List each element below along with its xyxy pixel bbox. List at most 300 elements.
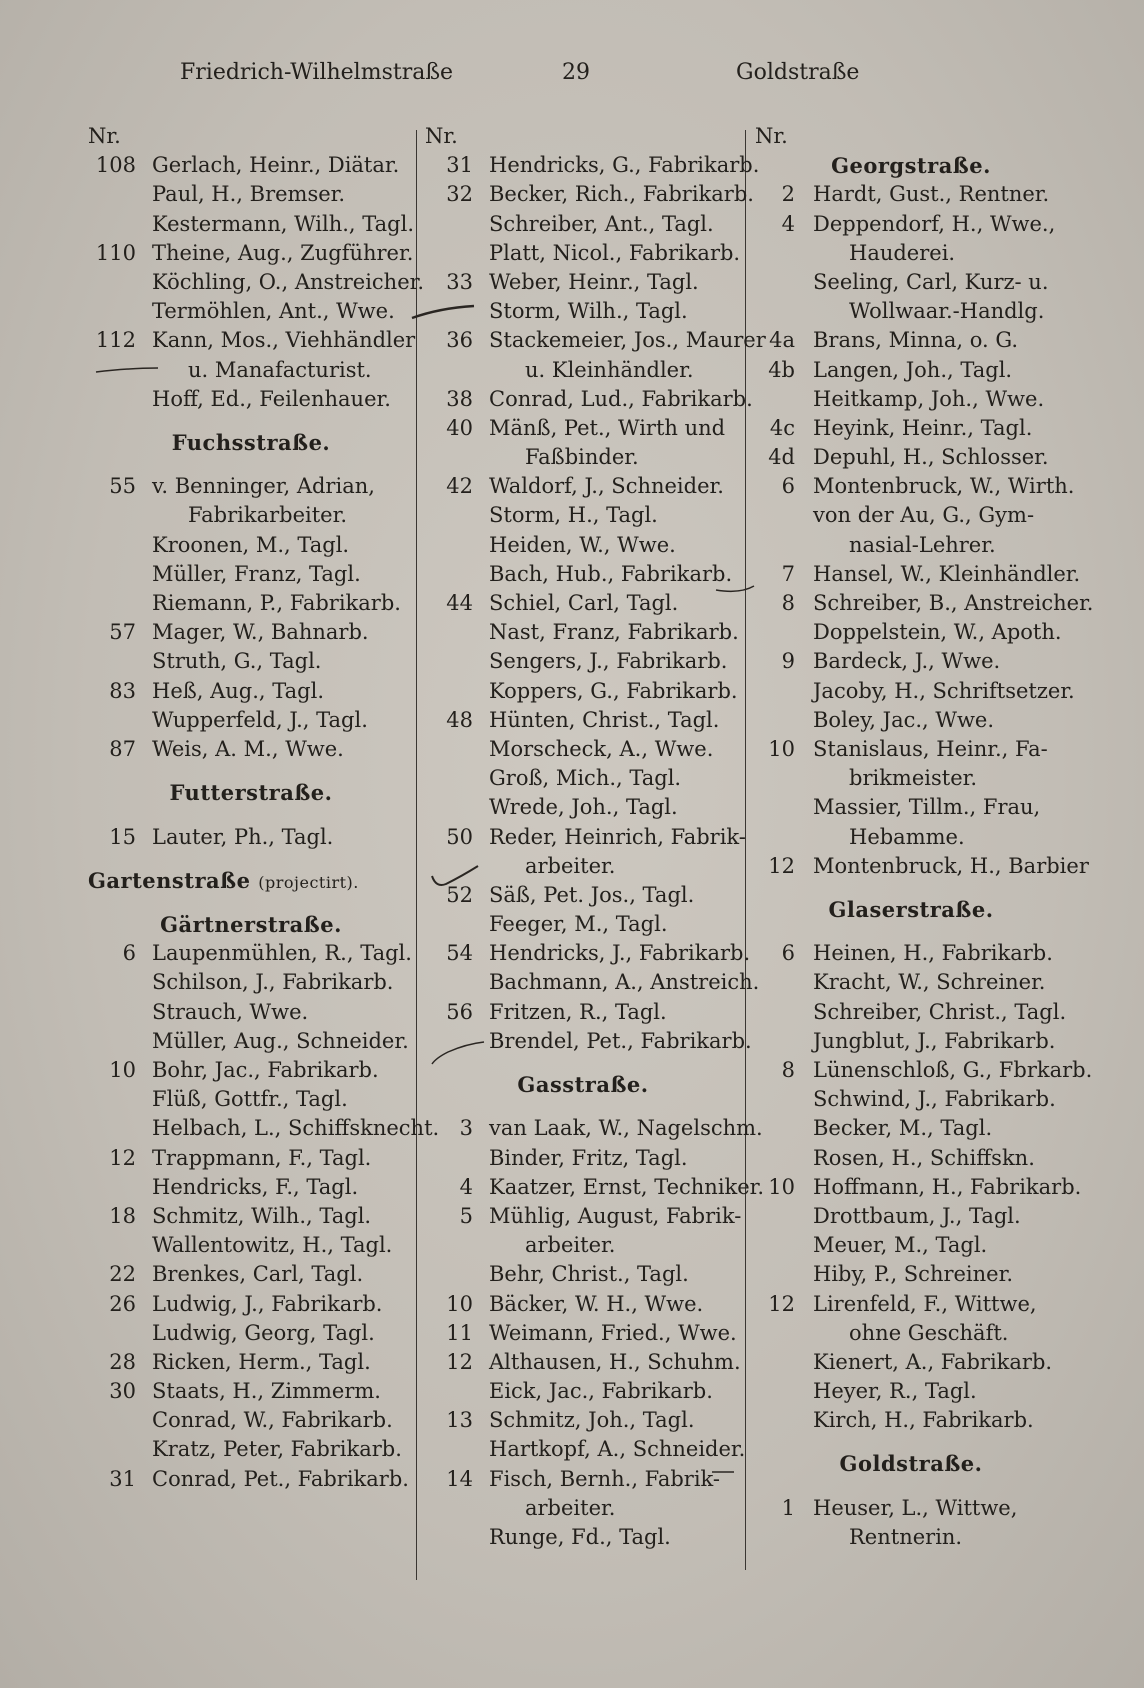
resident-name: Fritzen, R., Tagl. [489,999,667,1024]
house-number: 6 [781,474,795,499]
directory-entry [425,385,753,414]
resident-name: Trappmann, F., Tagl. [152,1145,372,1170]
directory-entry [755,706,1067,735]
directory-entry [88,647,414,676]
house-number: 36 [446,328,473,353]
street-heading [755,151,1067,180]
resident-name: Köchling, O., Anstreicher. [152,269,425,294]
directory-entry [88,1027,414,1056]
resident-name: Morscheck, A., Wwe. [489,736,714,761]
directory-entry [88,1406,414,1435]
directory-entry [425,151,760,180]
house-number: 31 [446,153,473,178]
resident-name: Mänß, Pet., Wirth und [489,415,726,440]
directory-entry [88,706,414,735]
house-number: 10 [446,1291,473,1316]
resident-name: Struth, G., Tagl. [152,649,322,674]
house-number: 13 [446,1408,473,1433]
resident-name: Meuer, M., Tagl. [813,1233,988,1258]
directory-entry [755,1523,1067,1552]
directory-entry [88,472,414,501]
directory-entry [425,1494,741,1523]
house-number: 6 [122,941,136,966]
directory-entry [425,1144,741,1173]
nr-heading [88,122,414,151]
resident-name: Brendel, Pet., Fabrikarb. [489,1028,752,1053]
directory-entry [425,793,741,822]
directory-entry [755,1202,1067,1231]
header-left-street: Friedrich-Wilhelmstraße [180,60,454,85]
entry-continuation: nasial-Lehrer. [849,532,996,557]
entry-continuation: Wollwaar.-Handlg. [849,299,1045,324]
resident-name: Waldorf, J., Schneider. [489,474,724,499]
house-number: 28 [109,1349,136,1374]
directory-entry [755,1377,1067,1406]
resident-name: Heß, Aug., Tagl. [152,678,325,703]
street-name: Goldstraße. [839,1451,983,1477]
resident-name: Montenbruck, W., Wirth. [813,474,1075,499]
resident-name: Bach, Hub., Fabrikarb. [489,561,733,586]
resident-name: Mühlig, August, Fabrik- [489,1203,742,1228]
house-number: 12 [768,853,795,878]
resident-name: Hansel, W., Kleinhändler. [813,561,1081,586]
directory-entry [755,356,1067,385]
resident-name: Althausen, H., Schuhm. [489,1349,741,1374]
entry-continuation: Fabrikarbeiter. [188,503,348,528]
street-note: (projectirt). [258,872,359,892]
house-number: 4b [768,357,795,382]
directory-entry [425,443,741,472]
resident-name: van Laak, W., Nagelschm. [489,1116,763,1141]
resident-name: Heiden, W., Wwe. [489,532,676,557]
entry-continuation: ohne Geschäft. [849,1320,1009,1345]
resident-name: Kirch, H., Fabrikarb. [813,1408,1034,1433]
street-name: Georgstraße. [831,153,991,179]
directory-entry [755,618,1067,647]
directory-entry [425,1260,741,1289]
directory-entry [755,1406,1067,1435]
resident-name: Seeling, Carl, Kurz- u. [813,269,1049,294]
directory-entry [755,443,1067,472]
resident-name: Becker, Rich., Fabrikarb. [489,182,754,207]
directory-entry [425,356,741,385]
directory-entry [88,939,414,968]
resident-name: Heyink, Heinr., Tagl. [813,415,1033,440]
resident-name: Sengers, J., Fabrikarb. [489,649,728,674]
directory-entry [755,1231,1067,1260]
resident-name: Massier, Tillm., Frau, [813,795,1041,820]
resident-name: Runge, Fd., Tagl. [489,1525,671,1550]
entry-continuation: Faßbinder. [525,445,639,470]
directory-entry [88,823,414,852]
directory-entry [425,1114,763,1143]
directory-entry [88,968,414,997]
entry-continuation: arbeiter. [525,1233,616,1258]
directory-entry [425,180,754,209]
directory-entry [88,501,414,530]
resident-name: Wallentowitz, H., Tagl. [152,1233,393,1258]
directory-entry [755,939,1067,968]
directory-entry [755,268,1067,297]
directory-entry [755,1173,1082,1202]
directory-entry [755,414,1067,443]
column-2 [425,122,766,1552]
street-heading [755,881,1067,939]
nr-label: Nr. [425,124,458,148]
directory-entry [88,1319,414,1348]
house-number: 3 [459,1116,473,1141]
resident-name: Strauch, Wwe. [152,999,309,1024]
resident-name: Termöhlen, Ant., Wwe. [152,299,395,324]
directory-entry [755,1348,1067,1377]
directory-entry [425,852,741,881]
directory-entry [425,297,741,326]
directory-entry [425,501,741,530]
street-name: Gärtnerstraße. [160,912,342,938]
directory-entry [425,618,741,647]
street-name: Fuchsstraße. [171,429,331,455]
header-right-street: Goldstraße [736,60,860,85]
directory-entry [755,1494,1067,1523]
directory-entry [755,1085,1067,1114]
resident-name: Conrad, Pet., Fabrikarb. [152,1466,409,1491]
directory-entry [88,326,414,355]
resident-name: Binder, Fritz, Tagl. [489,1145,688,1170]
resident-name: Platt, Nicol., Fabrikarb. [489,240,741,265]
directory-entry [88,589,414,618]
resident-name: Nast, Franz, Fabrikarb. [489,620,739,645]
directory-entry [88,1056,414,1085]
resident-name: Lünenschloß, G., Fbrkarb. [813,1058,1093,1083]
street-heading [755,1435,1067,1493]
directory-entry [88,1435,414,1464]
directory-entry [88,1173,414,1202]
directory-entry [755,472,1075,501]
house-number: 2 [781,182,795,207]
house-number: 12 [446,1349,473,1374]
resident-name: Theine, Aug., Zugführer. [152,240,414,265]
resident-name: Hoffmann, H., Fabrikarb. [813,1174,1082,1199]
directory-entry [88,1465,414,1494]
resident-name: Fisch, Bernh., Fabrik- [489,1466,720,1491]
resident-name: Conrad, Lud., Fabrikarb. [489,386,753,411]
directory-entry [755,647,1067,676]
house-number: 9 [781,649,795,674]
directory-entry [755,385,1067,414]
resident-name: Jungblut, J., Fabrikarb. [813,1028,1056,1053]
directory-entry [88,180,414,209]
house-number: 8 [781,1058,795,1083]
house-number: 50 [446,824,473,849]
house-number: 1 [781,1495,795,1520]
directory-entry [755,764,1067,793]
house-number: 10 [768,736,795,761]
street-heading [88,910,414,939]
resident-name: Müller, Franz, Tagl. [152,561,361,586]
directory-entry [425,1231,741,1260]
directory-entry [425,764,741,793]
resident-name: Hünten, Christ., Tagl. [489,707,720,732]
directory-entry [425,414,741,443]
street-heading [425,1056,741,1114]
column-3 [755,122,1094,1552]
entry-continuation: arbeiter. [525,1495,616,1520]
street-name: Gasstraße. [517,1072,649,1097]
directory-entry [425,1435,746,1464]
house-number: 42 [446,474,473,499]
house-number: 8 [781,591,795,615]
resident-name: Schmitz, Wilh., Tagl. [152,1203,372,1228]
resident-name: Staats, H., Zimmerm. [152,1379,381,1404]
nr-heading [755,122,1067,151]
entry-continuation: arbeiter. [525,853,616,878]
resident-name: Schwind, J., Fabrikarb. [813,1087,1056,1112]
nr-label: Nr. [88,124,121,148]
house-number: 4d [768,445,795,470]
street-name: Gartenstraße [88,867,251,893]
directory-entry [755,677,1075,706]
directory-entry [88,1231,414,1260]
resident-name: Feeger, M., Tagl. [489,912,668,937]
house-number: 33 [446,269,473,294]
resident-name: Groß, Mich., Tagl. [489,766,682,791]
directory-entry [755,210,1067,239]
resident-name: Montenbruck, H., Barbier [813,853,1089,878]
directory-entry [88,151,414,180]
resident-name: Wupperfeld, J., Tagl. [152,707,368,732]
directory-entry [425,968,760,997]
resident-name: Behr, Christ., Tagl. [489,1262,689,1287]
resident-name: Ricken, Herm., Tagl. [152,1349,371,1374]
street-name: Futterstraße. [169,780,333,806]
directory-entry [88,531,414,560]
resident-name: Kratz, Peter, Fabrikarb. [152,1437,402,1462]
directory-entry [88,210,414,239]
house-number: 4a [769,328,795,353]
resident-name: Bohr, Jac., Fabrikarb. [152,1058,379,1083]
directory-entry [755,1027,1067,1056]
resident-name: Hendricks, F., Tagl. [152,1174,359,1199]
entry-continuation: u. Manafacturist. [188,357,372,382]
directory-entry [425,531,741,560]
resident-name: Paul, H., Bremser. [152,182,346,207]
directory-entry [425,677,741,706]
directory-entry [88,560,414,589]
directory-entry [755,968,1067,997]
resident-name: Doppelstein, W., Apoth. [813,620,1062,645]
directory-entry [88,1144,414,1173]
house-number: 10 [109,1058,136,1083]
resident-name: Kestermann, Wilh., Tagl. [152,211,414,236]
house-number: 54 [446,941,473,966]
nr-label: Nr. [755,124,788,148]
house-number: 5 [459,1203,473,1228]
directory-entry [425,910,741,939]
resident-name: Bachmann, A., Anstreich. [489,970,760,995]
street-heading [88,414,414,472]
entry-continuation: Hauderei. [849,240,956,265]
house-number: 31 [109,1466,136,1491]
house-number: 4 [781,211,795,236]
directory-entry [755,1144,1067,1173]
directory-entry [425,998,741,1027]
house-number: 48 [446,707,473,732]
directory-entry [88,1085,414,1114]
directory-entry [88,297,414,326]
house-number: 44 [446,591,473,615]
resident-name: Schmitz, Joh., Tagl. [489,1408,695,1433]
resident-name: Kroonen, M., Tagl. [152,532,350,557]
house-number: 11 [446,1320,473,1345]
directory-entry [88,1114,440,1143]
resident-name: Müller, Aug., Schneider. [152,1028,409,1053]
house-number: 7 [781,561,795,586]
house-number: 6 [781,941,795,966]
resident-name: Säß, Pet. Jos., Tagl. [489,882,695,907]
street-heading [88,764,414,822]
resident-name: Bardeck, J., Wwe. [813,649,1001,674]
resident-name: Lauter, Ph., Tagl. [152,824,334,849]
resident-name: Lirenfeld, F., Wittwe, [813,1291,1037,1316]
directory-entry [755,180,1067,209]
resident-name: Reder, Heinrich, Fabrik- [489,824,746,849]
entry-continuation: Rentnerin. [849,1525,963,1550]
resident-name: Conrad, W., Fabrikarb. [152,1408,393,1433]
resident-name: Deppendorf, H., Wwe., [813,211,1056,236]
house-number: 18 [109,1203,136,1228]
house-number: 110 [95,240,136,265]
resident-name: Riemann, P., Fabrikarb. [152,591,401,616]
resident-name: Schilson, J., Fabrikarb. [152,970,394,995]
resident-name: Mager, W., Bahnarb. [152,620,369,645]
resident-name: Laupenmühlen, R., Tagl. [152,941,412,966]
house-number: 12 [768,1291,795,1316]
resident-name: Helbach, L., Schiffsknecht. [152,1116,440,1141]
house-number: 52 [446,882,473,907]
resident-name: Drottbaum, J., Tagl. [813,1203,1021,1228]
nr-heading [425,122,741,151]
resident-name: Ludwig, Georg, Tagl. [152,1320,375,1345]
directory-entry [425,1465,741,1494]
resident-name: Kracht, W., Schreiner. [813,970,1046,995]
house-number: 4 [459,1174,473,1199]
directory-entry [755,1260,1067,1289]
house-number: 30 [109,1379,136,1404]
resident-name: Storm, Wilh., Tagl. [489,299,688,324]
resident-name: Heitkamp, Joh., Wwe. [813,386,1045,411]
directory-entry [755,1319,1067,1348]
resident-name: Becker, M., Tagl. [813,1116,993,1141]
resident-name: Storm, H., Tagl. [489,503,658,528]
resident-name: Schreiber, Christ., Tagl. [813,999,1067,1024]
directory-entry [425,706,741,735]
resident-name: Schiel, Carl, Tagl. [489,591,679,615]
directory-entry [755,793,1067,822]
house-number: 55 [109,474,136,499]
column-1 [88,122,440,1494]
entry-continuation: Hebamme. [849,824,965,849]
directory-entry [425,560,741,589]
directory-entry [88,385,414,414]
resident-name: Koppers, G., Fabrikarb. [489,678,738,703]
directory-entry [755,1056,1093,1085]
directory-entry [425,472,741,501]
resident-name: Weis, A. M., Wwe. [152,736,344,761]
house-number: 22 [109,1262,136,1287]
directory-entry [755,735,1067,764]
resident-name: Langen, Joh., Tagl. [813,357,1013,382]
resident-name: Gerlach, Heinr., Diätar. [152,153,400,178]
directory-entry [425,735,741,764]
resident-name: Kaatzer, Ernst, Techniker. [489,1174,765,1199]
street-name: Glaserstraße. [828,896,994,922]
resident-name: von der Au, G., Gym- [813,503,1035,528]
resident-name: Depuhl, H., Schlosser. [813,445,1049,470]
directory-entry [88,998,414,1027]
street-heading [88,852,414,910]
resident-name: Eick, Jac., Fabrikarb. [489,1379,713,1404]
house-number: 26 [109,1291,136,1316]
directory-entry [88,1260,414,1289]
resident-name: Weber, Heinr., Tagl. [489,269,699,294]
resident-name: Kienert, A., Fabrikarb. [813,1349,1053,1374]
house-number: 10 [768,1174,795,1199]
directory-entry [755,1290,1067,1319]
resident-name: Hoff, Ed., Feilenhauer. [152,386,391,411]
resident-name: Brans, Minna, o. G. [813,328,1019,353]
directory-entry [88,677,414,706]
directory-entry [88,618,414,647]
directory-entry [88,735,414,764]
house-number: 108 [95,153,136,178]
resident-name: Stackemeier, Jos., Maurer [489,328,766,353]
directory-entry [425,939,751,968]
resident-name: Hardt, Gust., Rentner. [813,182,1050,207]
directory-entry [755,823,1067,852]
directory-entry [755,1114,1067,1143]
directory-entry [755,501,1067,530]
directory-entry [425,647,741,676]
directory-entry [425,881,741,910]
directory-entry [88,1290,414,1319]
directory-entry [425,1377,741,1406]
directory-entry [425,589,741,618]
directory-entry [425,239,741,268]
entry-continuation: u. Kleinhändler. [525,357,694,382]
directory-entry [425,1173,765,1202]
directory-entry [88,1348,414,1377]
house-number: 12 [109,1145,136,1170]
directory-entry [425,1348,741,1377]
page-number: 29 [562,60,590,85]
resident-name: Boley, Jac., Wwe. [813,707,995,732]
house-number: 38 [446,386,473,411]
house-number: 56 [446,999,473,1024]
directory-entry [425,1290,741,1319]
resident-name: Hiby, P., Schreiner. [813,1262,1014,1287]
directory-entry [425,1406,741,1435]
house-number: 4c [769,415,795,440]
house-number: 15 [109,824,136,849]
directory-entry [88,356,414,385]
house-number: 40 [446,415,473,440]
directory-entry [755,852,1089,881]
resident-name: Bäcker, W. H., Wwe. [489,1291,704,1316]
resident-name: Weimann, Fried., Wwe. [489,1320,737,1345]
house-number: 112 [95,328,136,353]
house-number: 14 [446,1466,473,1491]
directory-entry [425,1523,741,1552]
